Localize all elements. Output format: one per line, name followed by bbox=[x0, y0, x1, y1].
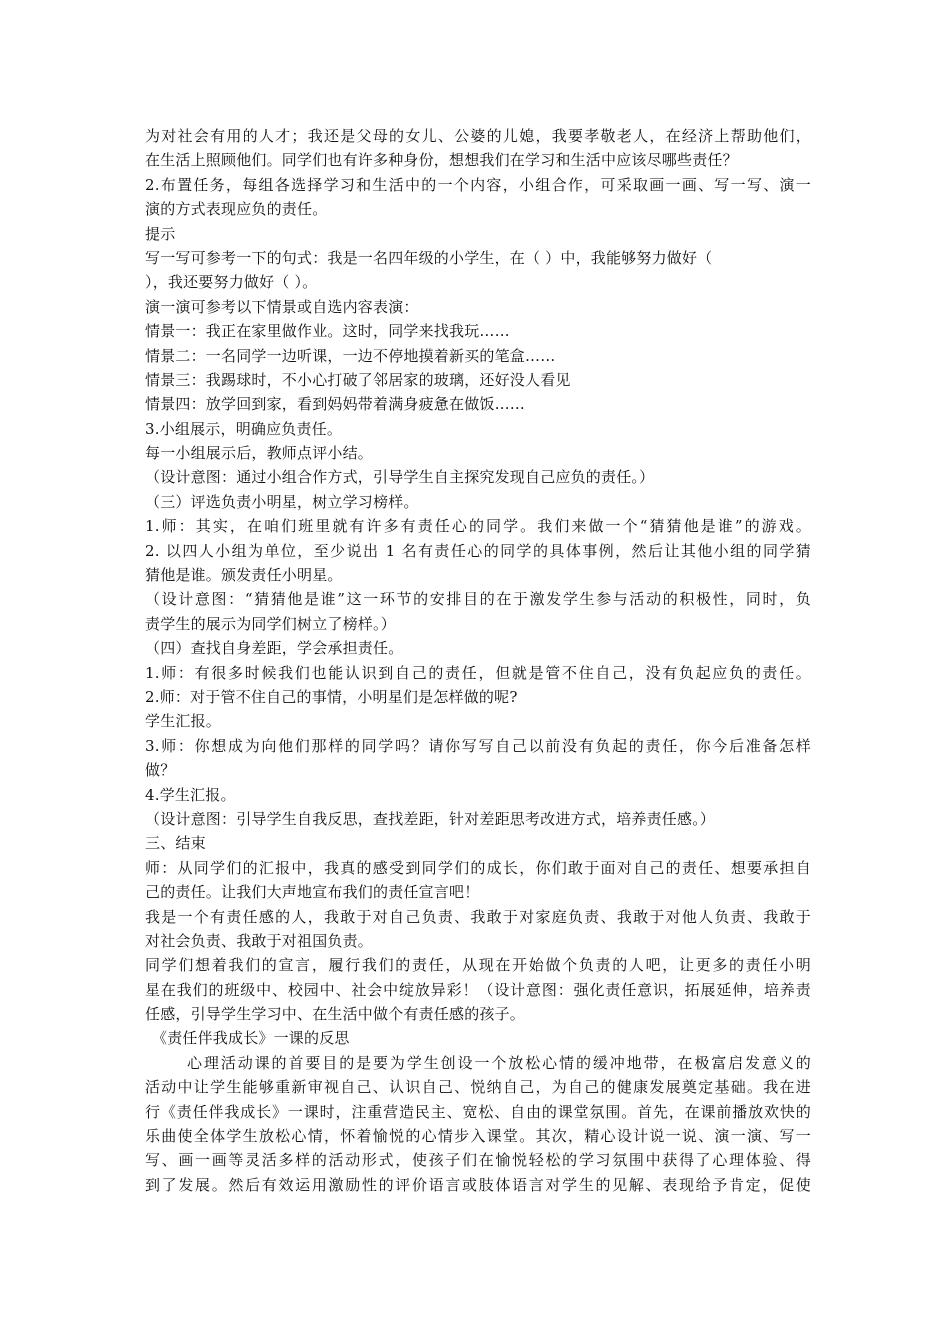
text-line: 师：从同学们的汇报中，我真的感受到同学们的成长，你们敢于面对自己的责任、想要承担自 bbox=[145, 858, 811, 877]
text-line: 做？ bbox=[145, 761, 176, 780]
text-line: （设计意图：“猜猜他是谁”这一环节的安排目的在于激发学生参与活动的积极性，同时，负 bbox=[145, 590, 811, 609]
text-line: 1.师：有很多时候我们也能认识到自己的责任，但就是管不住自己，没有负起应负的责任。 bbox=[145, 663, 811, 682]
text-line: 情景二：一名同学一边听课，一边不停地摸着新买的笔盒…… bbox=[145, 346, 556, 365]
text-line: 提示 bbox=[145, 224, 176, 243]
text-line: （三）评选负责小明星，树立学习榜样。 bbox=[145, 492, 419, 511]
text-line: 责学生的展示为同学们树立了榜样。） bbox=[145, 614, 396, 633]
document-page bbox=[145, 124, 811, 1197]
text-line: 同学们想着我们的宣言，履行我们的责任，从现在开始做个负责的人吧，让更多的责任小明 bbox=[145, 956, 811, 975]
text-line: 演一演可参考以下情景或自选内容表演： bbox=[145, 297, 419, 316]
text-line: 情景四：放学回到家，看到妈妈带着满身疲惫在做饭…… bbox=[145, 395, 526, 414]
text-line: （设计意图：通过小组合作方式，引导学生自主探究发现自己应负的责任。） bbox=[145, 468, 655, 487]
text-line: 到了发展。然后有效运用激励性的评价语言或肢体语言对学生的见解、表现给予肯定，促使 bbox=[145, 1175, 811, 1194]
text-line: 写一写可参考一下的句式：我是一名四年级的小学生，在（ ）中，我能够努力做好（ bbox=[145, 248, 713, 267]
text-line: 猜他是谁。颁发责任小明星。 bbox=[145, 566, 343, 585]
text-line: 为对社会有用的人才；我还是父母的女儿、公婆的儿媳，我要孝敬老人，在经济上帮助他们， bbox=[145, 127, 811, 145]
text-line: 情景三：我踢球时，不小心打破了邻居家的玻璃，还好没人看见 bbox=[145, 370, 571, 389]
text-line: 情景一：我正在家里做作业。这时，同学来找我玩…… bbox=[145, 322, 510, 341]
text-line: 在生活上照顾他们。同学们也有许多种身份，想想我们在学习和生活中应该尽哪些责任？ bbox=[145, 151, 738, 170]
text-line: 三、结束 bbox=[145, 834, 206, 853]
text-line: 对社会负责、我敢于对祖国负责。 bbox=[145, 931, 374, 950]
text-line: 我是一个有责任感的人，我敢于对自己负责、我敢于对家庭负责、我敢于对他人负责、我敢于 bbox=[145, 907, 811, 926]
text-line: （设计意图：引导学生自我反思，查找差距，针对差距思考改进方式，培养责任感。） bbox=[145, 809, 716, 828]
text-line: 每一小组展示后，教师点评小结。 bbox=[145, 444, 374, 463]
text-line: 行《责任伴我成长》一课时，注重营造民主、宽松、自由的课堂氛围。首先，在课前播放欢快的 bbox=[145, 1102, 811, 1121]
text-line: 3.师：你想成为向他们那样的同学吗？请你写写自己以前没有负起的责任，你今后准备怎样 bbox=[145, 736, 811, 755]
text-line: ），我还要努力做好（ ）。 bbox=[145, 273, 318, 292]
text-line: 任感，引导学生学习中、在生活中做个有责任感的孩子。 bbox=[145, 1005, 526, 1024]
text-line: 3.小组展示，明确应负责任。 bbox=[145, 419, 343, 438]
text-line: 2.布置任务，每组各选择学习和生活中的一个内容，小组合作，可采取画一画、写一写、演一 bbox=[145, 175, 811, 194]
text-line: （四）查找自身差距，学会承担责任。 bbox=[145, 639, 404, 658]
text-line: 学生汇报。 bbox=[145, 712, 222, 731]
text-line: 写、画一画等灵活多样的活动形式，使孩子们在愉悦轻松的学习氛围中获得了心理体验、得 bbox=[145, 1151, 811, 1170]
text-line: 2.师：对于管不住自己的事情，小明星们是怎样做的呢? bbox=[145, 687, 518, 706]
text-line: 己的责任。让我们大声地宣布我们的责任宣言吧！ bbox=[145, 883, 480, 902]
text-line: 活动中让学生能够重新审视自己、认识自己、悦纳自己，为自己的健康发展奠定基础。我在进 bbox=[145, 1078, 811, 1097]
text-line: 星在我们的班级中、校园中、社会中绽放异彩！（设计意图：强化责任意识，拓展延伸，培养责 bbox=[145, 980, 811, 999]
text-line: 4.学生汇报。 bbox=[145, 785, 236, 804]
text-line: 1.师：其实，在咱们班里就有许多有责任心的同学。我们来做一个“猜猜他是谁”的游戏。 bbox=[145, 517, 811, 536]
text-line: 《责任伴我成长》一课的反思 bbox=[152, 1029, 350, 1048]
text-line: 演的方式表现应负的责任。 bbox=[145, 200, 328, 219]
text-line: 心理活动课的首要目的是要为学生创设一个放松心情的缓冲地带，在极富启发意义的 bbox=[187, 1053, 811, 1072]
text-line: 乐曲使全体学生放松心情，怀着愉悦的心情步入课堂。其次，精心设计说一说、演一演、写一 bbox=[145, 1127, 811, 1146]
text-line: 2. 以四人小组为单位，至少说出 1 名有责任心的同学的具体事例，然后让其他小组的同学猜 bbox=[145, 541, 811, 560]
